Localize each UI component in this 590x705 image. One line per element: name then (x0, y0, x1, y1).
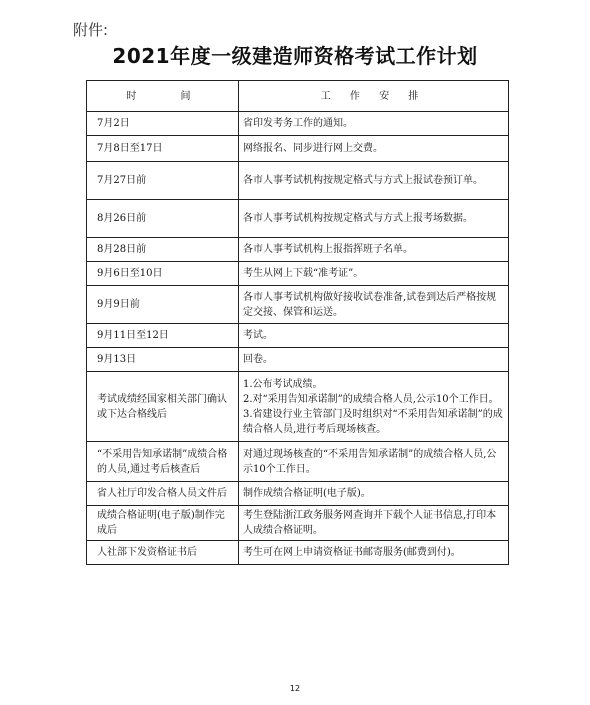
row-task: 1.公布考试成绩。 2.对“采用告知承诺制”的成绩合格人员,公示10个工作日。 3.省建设行业主管部门及时组织对“不采用告知承诺制”的成绩合格人员,进行考后现场核查。 (239, 372, 509, 442)
row-time: 人社部下发资格证书后 (87, 541, 239, 565)
table-row (87, 238, 509, 262)
table-row (87, 136, 509, 162)
table-row (87, 162, 509, 200)
table-row (87, 286, 509, 324)
row-time: 9月9日前 (87, 286, 239, 324)
row-task: 省印发考务工作的通知。 (239, 112, 509, 136)
table-row (87, 348, 509, 372)
row-time: 9月6日至10日 (87, 262, 239, 286)
row-time: 9月13日 (87, 348, 239, 372)
table-row (87, 541, 509, 565)
page-title: 2021年度一级建造师资格考试工作计划 (112, 44, 478, 68)
row-task: 各市人事考试机构按规定格式与方式上报试卷预订单。 (239, 162, 509, 200)
row-time: 9月11日至12日 (87, 324, 239, 348)
table-body (87, 112, 509, 565)
table-row (87, 324, 509, 348)
row-time: 省人社厅印发合格人员文件后 (87, 482, 239, 506)
row-time: 成绩合格证明(电子版)制作完成后 (87, 506, 239, 541)
row-time: 8月26日前 (87, 200, 239, 238)
row-time: 7月8日至17日 (87, 136, 239, 162)
table-row (87, 482, 509, 506)
row-task: 考生可在网上申请资格证书邮寄服务(邮费到付)。 (239, 541, 509, 565)
table-row (87, 200, 509, 238)
row-task: 各市人事考试机构上报指挥班子名单。 (239, 238, 509, 262)
page-number: 12 (289, 684, 301, 693)
row-task: 网络报名、同步进行网上交费。 (239, 136, 509, 162)
schedule-table (86, 80, 509, 565)
table-row (87, 112, 509, 136)
row-task: 各市人事考试机构做好接收试卷准备,试卷到达后严格按规定交接、保管和运送。 (239, 286, 509, 324)
row-time: “不采用告知承诺制”成绩合格的人员,通过考后核查后 (87, 442, 239, 482)
table-row (87, 506, 509, 541)
row-task: 考生从网上下载“准考证”。 (239, 262, 509, 286)
table-header-row (87, 81, 509, 112)
row-time: 7月2日 (87, 112, 239, 136)
table-row (87, 262, 509, 286)
row-time: 8月28日前 (87, 238, 239, 262)
row-time: 考试成绩经国家相关部门确认或下达合格线后 (87, 372, 239, 442)
row-task: 对通过现场核查的“不采用告知承诺制”的成绩合格人员,公示10个工作日。 (239, 442, 509, 482)
row-time: 7月27日前 (87, 162, 239, 200)
attachment-label: 附件: (73, 21, 109, 39)
header-task: 工 作 安 排 (239, 81, 509, 112)
table-row (87, 372, 509, 442)
row-task: 制作成绩合格证明(电子版)。 (239, 482, 509, 506)
row-task: 考试。 (239, 324, 509, 348)
table-row (87, 442, 509, 482)
row-task: 考生登陆浙江政务服务网查询并下载个人证书信息,打印本人成绩合格证明。 (239, 506, 509, 541)
row-task: 回卷。 (239, 348, 509, 372)
header-time: 时 间 (87, 81, 239, 112)
row-task: 各市人事考试机构按规定格式与方式上报考场数据。 (239, 200, 509, 238)
